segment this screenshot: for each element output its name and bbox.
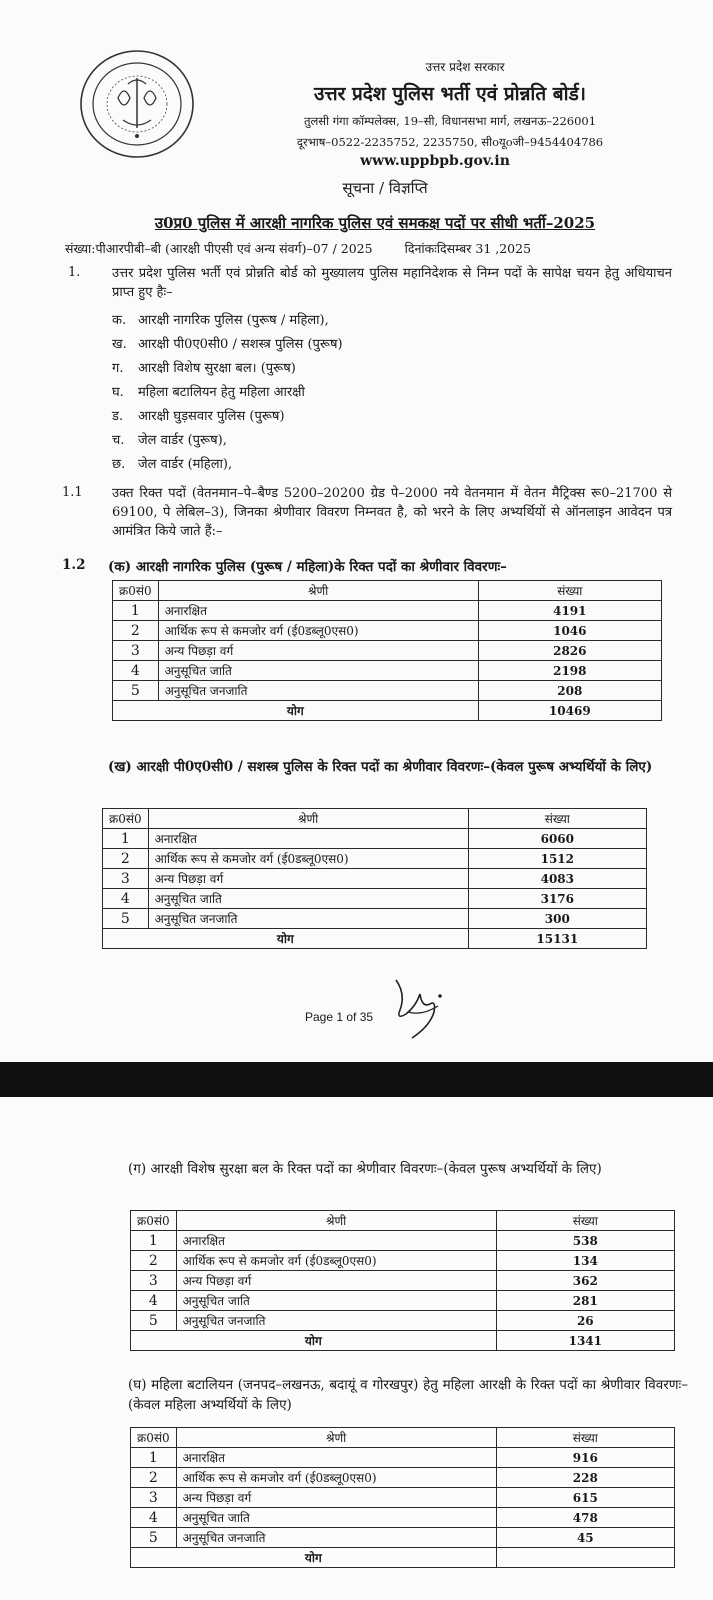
table-header-row: [131, 1428, 675, 1448]
board-phone: दूरभाष–0522-2235752, 2235750, सीoयूoजी–9454404786: [296, 135, 604, 149]
column-category: श्रेणी: [176, 1211, 496, 1231]
table-total-row: योग: [131, 1548, 675, 1568]
table-row: 4 अनुसूचित जाति 478: [131, 1508, 675, 1528]
column-count: संख्या: [496, 1428, 674, 1448]
table-row: 2 आर्थिक रूप से कमजोर वर्ग (ई0डब्लू0एस0) 1512: [103, 849, 647, 869]
signature-icon: [378, 972, 458, 1042]
table-ka-heading: (क) आरक्षी नागरिक पुलिस (पुरूष / महिला)के रिक्त पदों का श्रेणीवार विवरणः–: [108, 559, 507, 575]
vacancy-table-ka: [112, 580, 662, 721]
table-kha-heading: (ख) आरक्षी पी0ए0सी0 / सशस्त्र पुलिस के रिक्त पदों का श्रेणीवार विवरणः–(केवल पुरूष अभ्यर्थियों के लिए): [108, 759, 653, 775]
table-row: 3 अन्य पिछड़ा वर्ग 2826: [113, 641, 662, 661]
column-count: संख्या: [478, 581, 661, 601]
post-item-cha: च. जेल वार्डर (पुरूष),: [112, 433, 227, 448]
vacancy-table-gha: [130, 1427, 675, 1568]
table-row: 1 अनारक्षित 4191: [113, 601, 662, 621]
post-item-chha: छ. जेल वार्डर (महिला),: [112, 457, 233, 472]
page-footer: Page 1 of 35: [305, 1010, 374, 1024]
notice-subject: उ0प्र0 पुलिस में आरक्षी नागरिक पुलिस एवं समकक्ष पदों पर सीधी भर्ती–2025: [154, 214, 596, 232]
table-gha-heading: (घ) महिला बटालियन (जनपद–लखनऊ, बदायूं व गोरखपुर) हेतु महिला आरक्षी के रिक्त पदों का श्रेणीवार विवरणः–(केवल महिला अभ्यर्थियों के लिए): [128, 1377, 688, 1413]
table-row: 2 आर्थिक रूप से कमजोर वर्ग (ई0डब्लू0एस0) 228: [131, 1468, 675, 1488]
page-separator: [0, 1062, 713, 1097]
table-row: 4 अनुसूचित जाति 3176: [103, 889, 647, 909]
table-row: 2 आर्थिक रूप से कमजोर वर्ग (ई0डब्लू0एस0) 1046: [113, 621, 662, 641]
column-sn: क्र0सं0: [113, 581, 159, 601]
table-header-row: [113, 581, 662, 601]
section-1-1-number: 1.1: [62, 485, 83, 500]
column-count: संख्या: [496, 1211, 674, 1231]
table-row: 1 अनारक्षित 916: [131, 1448, 675, 1468]
column-sn: क्र0सं0: [131, 1211, 177, 1231]
table-row: 3 अन्य पिछड़ा वर्ग 362: [131, 1271, 675, 1291]
reference-date: दिनांकःदिसम्बर 31 ,2025: [404, 241, 532, 256]
section-1-number: 1.: [68, 265, 81, 280]
board-address: तुलसी गंगा कॉम्पलेक्स, 19–सी, विधानसभा मार्ग, लखनऊ–226001: [303, 114, 597, 128]
table-row: 5 अनुसूचित जनजाति 208: [113, 681, 662, 701]
table-total-row: योग 15131: [103, 929, 647, 949]
table-row: 5 अनुसूचित जनजाति 26: [131, 1311, 675, 1331]
table-row: 1 अनारक्षित 6060: [103, 829, 647, 849]
notice-title: सूचना / विज्ञप्ति: [342, 179, 428, 197]
table-row: 2 आर्थिक रूप से कमजोर वर्ग (ई0डब्लू0एस0) 134: [131, 1251, 675, 1271]
reference-number: संख्या:पीआरपीबी–बी (आरक्षी पीएसी एवं अन्य संवर्ग)–07 / 2025: [65, 241, 373, 256]
table-header-row: [131, 1211, 675, 1231]
reference-line: [65, 240, 531, 257]
vacancy-table-kha: [102, 808, 647, 949]
post-item-gha: घ. महिला बटालियन हेतु महिला आरक्षी: [112, 385, 305, 400]
column-category: श्रेणी: [158, 581, 478, 601]
board-name: उत्तर प्रदेश पुलिस भर्ती एवं प्रोन्नति बोर्ड।: [314, 83, 586, 105]
column-category: श्रेणी: [148, 809, 468, 829]
column-count: संख्या: [468, 809, 646, 829]
table-total-row: योग 1341: [131, 1331, 675, 1351]
column-sn: क्र0सं0: [131, 1428, 177, 1448]
table-row: 4 अनुसूचित जाति 2198: [113, 661, 662, 681]
column-category: श्रेणी: [176, 1428, 496, 1448]
board-website-link[interactable]: www.uppbpb.gov.in: [360, 153, 510, 169]
table-header-row: [103, 809, 647, 829]
document-page-2: [0, 1097, 713, 1600]
column-sn: क्र0सं0: [103, 809, 149, 829]
table-row: 3 अन्य पिछड़ा वर्ग 4083: [103, 869, 647, 889]
police-board-seal-icon: [78, 48, 196, 160]
section-1-1-text: उक्त रिक्त पदों (वेतनमान–पे–बैण्ड 5200–20200 ग्रेड पे–2000 नये वेतनमान में वेतन मैट्रिक्स रू0–21700 से 69100, पे लेबिल–3), जिनका श्रेणीवार विवरण निम्नवत है, को भरने के लिए अभ्यर्थियों से ऑनलाइन आवेदन पत्र आमंत्रित किये जाते हैं:–: [112, 486, 672, 539]
post-item-ga: ग. आरक्षी विशेष सुरक्षा बल। (पुरूष): [112, 361, 296, 376]
section-1-text: उत्तर प्रदेश पुलिस भर्ती एवं प्रोन्नति बोर्ड को मुख्यालय पुलिस महानिदेशक से निम्न पदों के सापेक्ष चयन हेतु अधियाचन प्राप्त हुए हैः–: [112, 266, 672, 300]
table-row: 5 अनुसूचित जनजाति 45: [131, 1528, 675, 1548]
table-row: 4 अनुसूचित जाति 281: [131, 1291, 675, 1311]
table-row: 5 अनुसूचित जनजाति 300: [103, 909, 647, 929]
post-item-kha: ख. आरक्षी पी0ए0सी0 / सशस्त्र पुलिस (पुरूष): [112, 337, 343, 352]
table-row: 3 अन्य पिछड़ा वर्ग 615: [131, 1488, 675, 1508]
section-1-2-number: 1.2: [62, 557, 86, 573]
table-row: 1 अनारक्षित 538: [131, 1231, 675, 1251]
vacancy-table-ga: [130, 1210, 675, 1351]
post-item-da: ड. आरक्षी घुड़सवार पुलिस (पुरूष): [112, 409, 285, 424]
government-label: उत्तर प्रदेश सरकार: [425, 60, 505, 74]
table-total-row: योग 10469: [113, 701, 662, 721]
post-item-ka: क. आरक्षी नागरिक पुलिस (पुरूष / महिला),: [112, 313, 329, 328]
table-ga-heading: (ग) आरक्षी विशेष सुरक्षा बल के रिक्त पदों का श्रेणीवार विवरणः–(केवल पुरूष अभ्यर्थियों के लिए): [128, 1161, 602, 1177]
